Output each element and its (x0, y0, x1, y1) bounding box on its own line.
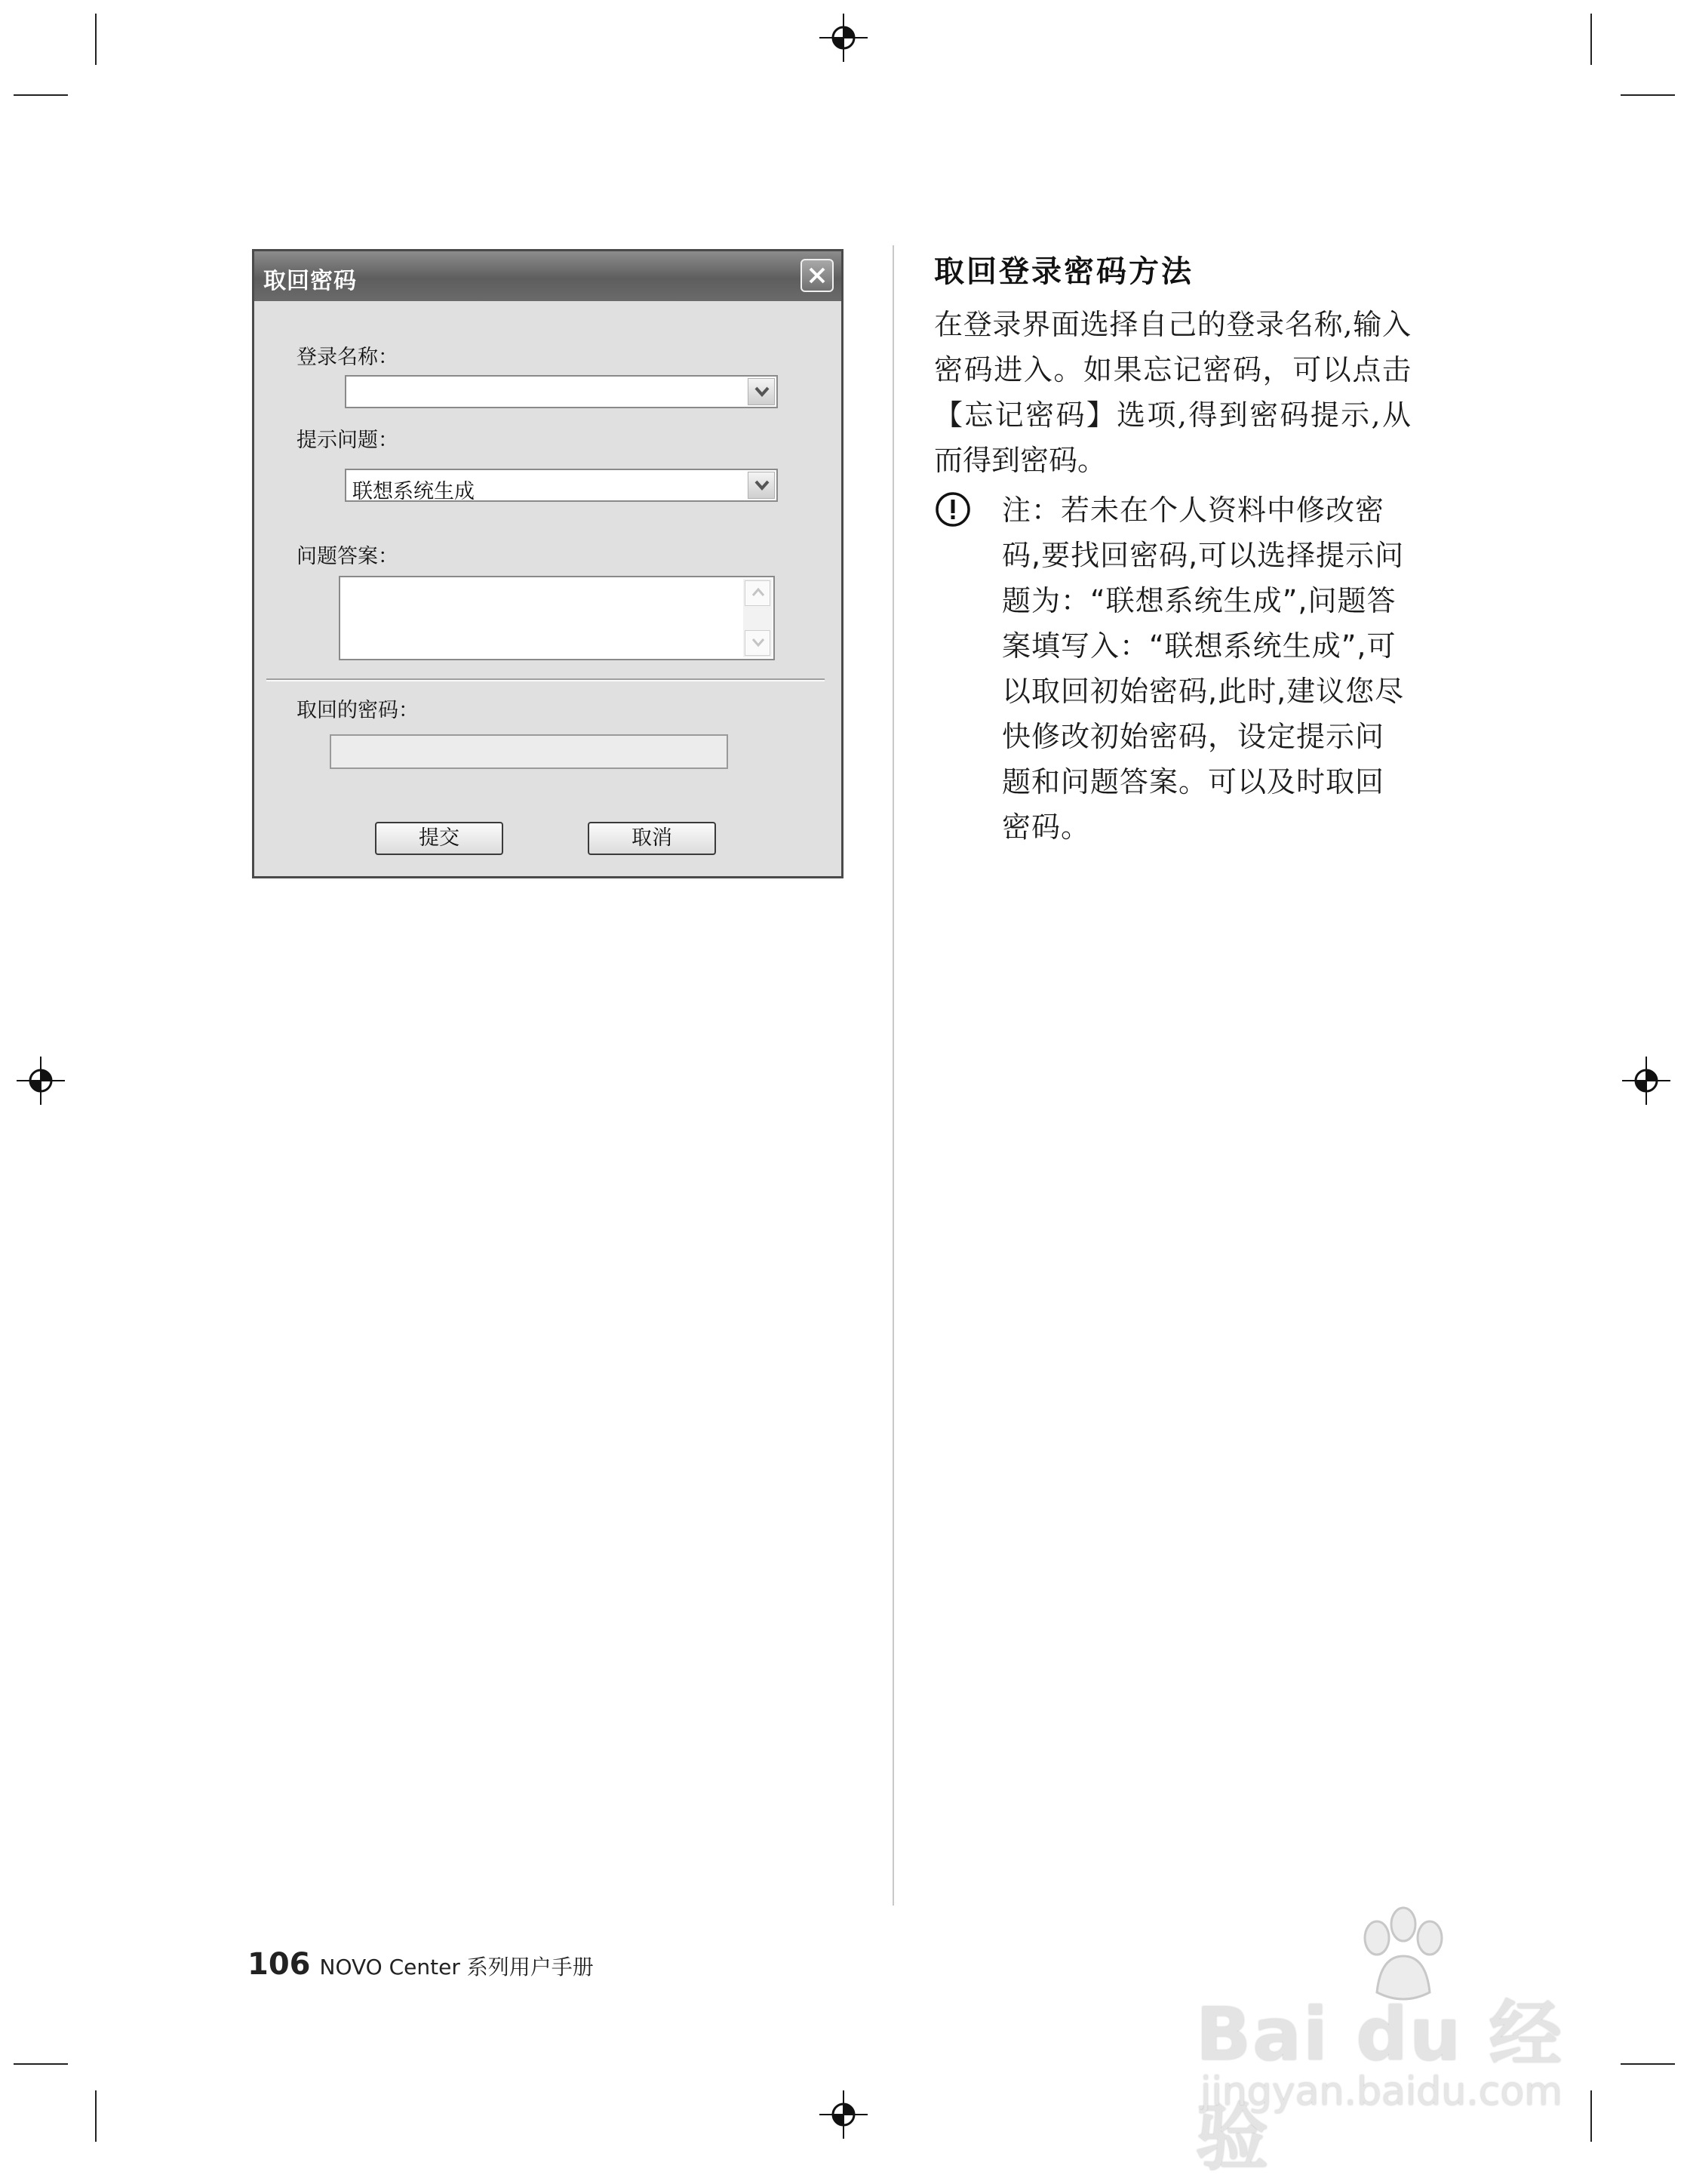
section-heading: 取回登录密码方法 (934, 254, 1194, 289)
page-footer (247, 1947, 594, 1982)
crop-mark (95, 2090, 97, 2142)
answer-scrollbar[interactable] (743, 579, 772, 657)
registration-mark-icon (819, 14, 868, 62)
hint-question-value: 联想系统生成 (352, 480, 475, 503)
cancel-button[interactable]: 取消 (588, 822, 716, 855)
login-name-dropdown-button[interactable] (748, 378, 775, 405)
crop-mark (1590, 2090, 1592, 2142)
scroll-up-button[interactable] (745, 580, 770, 606)
answer-label: 问题答案： (297, 545, 398, 568)
warning-icon (934, 491, 972, 528)
page-number: 106 (247, 1947, 311, 1982)
crop-mark (1621, 94, 1675, 96)
close-icon (808, 266, 826, 285)
baidu-watermark (1188, 1902, 1581, 2180)
answer-textarea[interactable] (339, 576, 775, 660)
chevron-down-icon (754, 479, 770, 491)
scroll-down-button[interactable] (745, 630, 770, 656)
retrieved-password-label: 取回的密码： (297, 699, 419, 722)
crop-mark (1590, 14, 1592, 65)
note (1002, 488, 1409, 850)
chevron-up-icon (751, 587, 765, 598)
retrieve-password-dialog (252, 249, 844, 878)
hint-question-dropdown-button[interactable] (748, 472, 775, 499)
note-body: 若未在个人资料中修改密码,要找回密码,可以选择提示问题为：“联想系统生成”,问题答案填写入：“联想系统生成”,可以取回初始密码,此时,建议您尽快修改初始密码，设定提示问题和问题答案。可以及时取回密码。 (1002, 494, 1405, 844)
manual-title: NOVO Center 系列用户手册 (319, 1955, 594, 1979)
crop-mark (95, 14, 97, 65)
dialog-titlebar (254, 251, 841, 301)
registration-mark-icon (1622, 1057, 1670, 1105)
login-name-label: 登录名称： (297, 346, 398, 369)
registration-mark-icon (17, 1057, 65, 1105)
retrieved-password-field (330, 734, 728, 769)
chevron-down-icon (751, 637, 765, 648)
crop-mark (14, 2063, 68, 2065)
registration-mark-icon (819, 2090, 868, 2139)
close-button[interactable] (800, 259, 834, 292)
dialog-divider (266, 678, 825, 681)
hint-question-select[interactable] (345, 469, 778, 502)
crop-mark (14, 94, 68, 96)
dialog-title: 取回密码 (263, 268, 357, 294)
login-name-select[interactable] (345, 375, 778, 408)
note-label: 注： (1002, 494, 1062, 527)
section-body: 在登录界面选择自己的登录名称,输入密码进入。如果忘记密码，可以点击【忘记密码】选项,得到密码提示,从而得到密码。 (934, 308, 1411, 477)
watermark-brand: Bai du 经验 (1196, 1992, 1563, 2180)
crop-mark (1621, 2063, 1675, 2065)
column-divider (893, 245, 894, 1906)
hint-question-label: 提示问题： (297, 429, 398, 452)
chevron-down-icon (754, 386, 770, 398)
submit-button[interactable]: 提交 (375, 822, 503, 855)
watermark-url: jingyan.baidu.com (1200, 2069, 1563, 2115)
